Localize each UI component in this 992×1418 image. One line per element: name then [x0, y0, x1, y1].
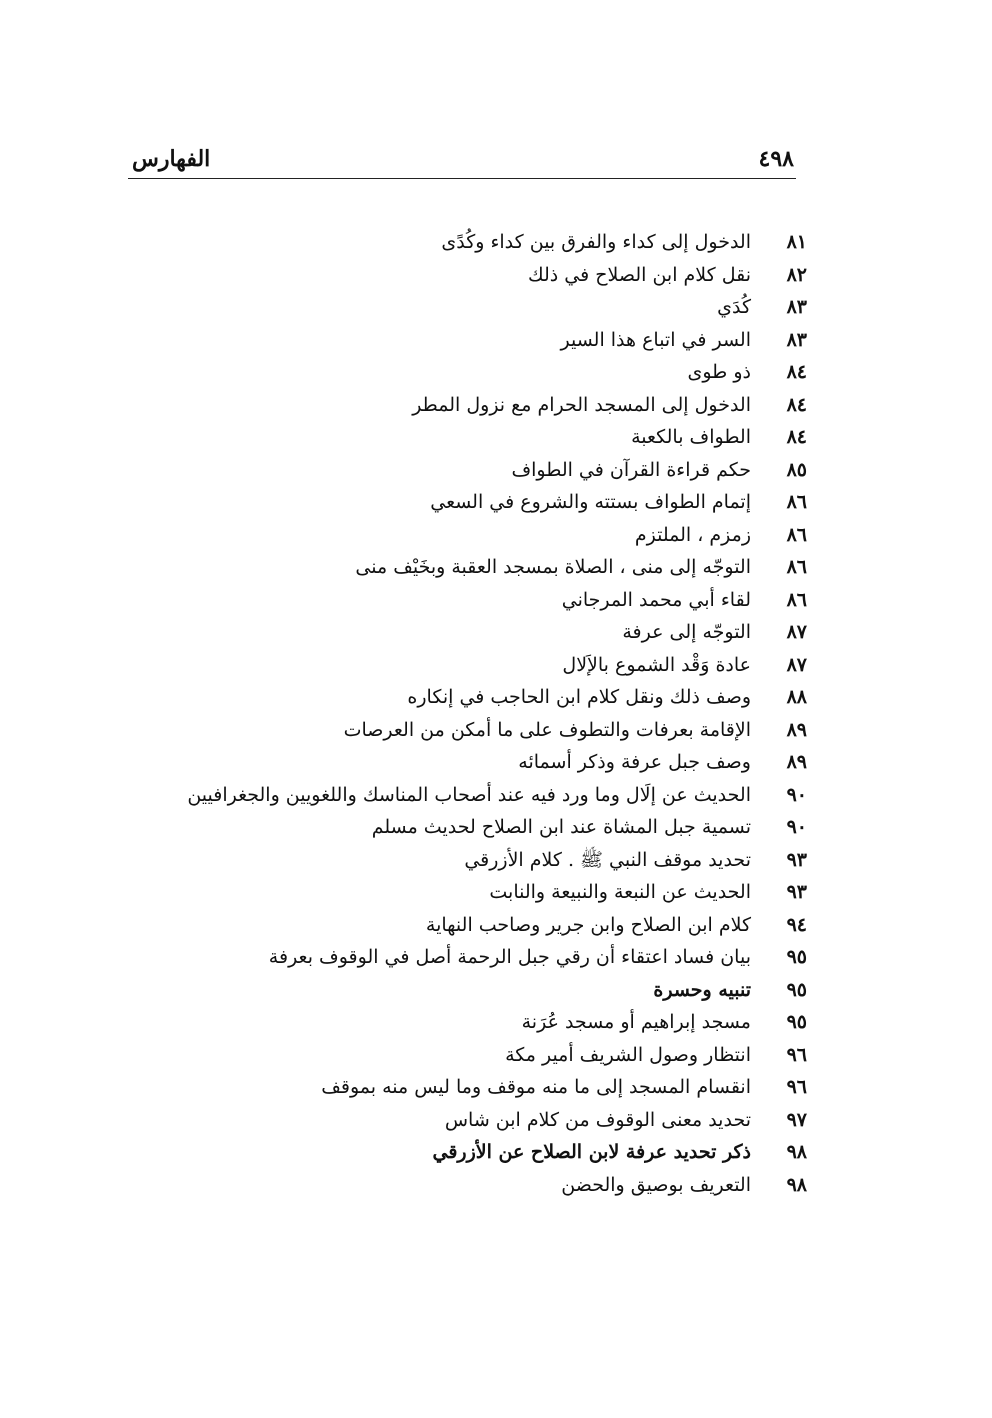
- entry-page-number: ٨٤: [786, 361, 807, 383]
- index-entry: [187, 1169, 807, 1202]
- entry-page-number: ٩٨: [786, 1141, 807, 1163]
- entry-title: مسجد إبراهيم أو مسجد عُرَنة: [521, 1011, 751, 1033]
- entry-title: كلام ابن الصلاح وابن جرير وصاحب النهاية: [425, 913, 751, 936]
- entry-page-number: ٨٦: [786, 491, 807, 513]
- entry-page-number: ٨٧: [786, 653, 807, 676]
- entry-page-number: ٩٣: [786, 848, 807, 871]
- entry-page-number: ٩٠: [786, 783, 807, 806]
- index-entry: [187, 779, 807, 812]
- entry-page-number: ٨١: [786, 231, 807, 253]
- page-number: ٤٩٨: [758, 146, 794, 172]
- entry-title: تسمية جبل المشاة عند ابن الصلاح لحديث مسلم: [371, 816, 751, 838]
- index-entry: [187, 616, 807, 649]
- entry-title: كُدَي: [717, 296, 751, 318]
- entry-title: حكم قراءة القرآن في الطواف: [511, 458, 751, 481]
- entry-title: بيان فساد اعتقاء أن رقي جبل الرحمة أصل في الوقوف بعرفة: [268, 946, 751, 968]
- entry-title: الإقامة بعرفات والتطوف على ما أمكن من العرصات: [343, 718, 751, 741]
- index-entry: [187, 1104, 807, 1137]
- index-entry: [187, 1136, 807, 1169]
- entry-title: وصف جبل عرفة وذكر أسمائه: [518, 751, 751, 773]
- entry-page-number: ٨٦: [786, 523, 807, 546]
- index-entry: [187, 259, 807, 292]
- entry-page-number: ٨٦: [786, 588, 807, 611]
- index-entry: [187, 389, 807, 422]
- index-entry: [187, 974, 807, 1007]
- entry-title: عادة وَقْد الشموع بالإَلال: [562, 653, 751, 676]
- entry-title: الدخول إلى كداء والفرق بين كداء وكُدًى: [441, 231, 751, 253]
- entry-page-number: ٩٦: [786, 1076, 807, 1098]
- index-entry: [187, 226, 807, 259]
- index-entry: [187, 486, 807, 519]
- entry-page-number: ٨٨: [786, 686, 807, 708]
- entry-page-number: ٩٣: [786, 881, 807, 903]
- index-entry: [187, 454, 807, 487]
- entry-title: وصف ذلك ونقل كلام ابن الحاجب في إنكاره: [407, 686, 751, 708]
- entry-page-number: ٨٣: [786, 296, 807, 318]
- entry-page-number: ٨٦: [786, 556, 807, 578]
- entry-title: الحديث عن إلَال وما ورد فيه عند أصحاب المناسك واللغويين والجغرافيين: [187, 783, 751, 806]
- entry-page-number: ٨٥: [786, 458, 807, 481]
- index-entry: [187, 291, 807, 324]
- entry-title: الدخول إلى المسجد الحرام مع نزول المطر: [412, 393, 751, 416]
- index-list: [187, 226, 807, 1201]
- header-divider: [128, 178, 796, 179]
- entry-page-number: ٩٠: [786, 816, 807, 838]
- entry-page-number: ٨٤: [786, 393, 807, 416]
- index-entry: [187, 324, 807, 357]
- entry-title: الطواف بالكعبة: [631, 426, 751, 448]
- entry-page-number: ٨٩: [786, 718, 807, 741]
- entry-title: السر في اتباع هذا السير: [560, 328, 751, 351]
- index-entry: [187, 519, 807, 552]
- index-entry: [187, 1006, 807, 1039]
- entry-title: تحديد معنى الوقوف من كلام ابن شاس: [444, 1108, 751, 1131]
- entry-page-number: ٨٧: [786, 621, 807, 643]
- entry-page-number: ٩٥: [786, 978, 807, 1001]
- entry-title: التوجّه إلى عرفة: [622, 621, 751, 643]
- page-header: [128, 140, 796, 180]
- entry-title: انقسام المسجد إلى ما منه موقف وما ليس منه بموقف: [321, 1076, 751, 1098]
- entry-page-number: ٩٨: [786, 1173, 807, 1196]
- entry-title: لقاء أبي محمد المرجاني: [561, 588, 751, 611]
- index-entry: [187, 1039, 807, 1072]
- entry-title: تنبيه وحسرة: [653, 978, 751, 1001]
- index-entry: [187, 876, 807, 909]
- index-entry: [187, 551, 807, 584]
- index-entry: [187, 844, 807, 877]
- entry-title: إتمام الطواف بستته والشروع في السعي: [430, 491, 751, 513]
- entry-title: زمزم ، الملتزم: [634, 523, 751, 546]
- entry-page-number: ٨٩: [786, 751, 807, 773]
- entry-title: نقل كلام ابن الصلاح في ذلك: [528, 263, 751, 286]
- entry-title: التعريف بوصيق والحضن: [561, 1173, 751, 1196]
- index-entry: [187, 746, 807, 779]
- entry-title: تحديد موقف النبي ﷺ . كلام الأزرقي: [464, 848, 751, 871]
- entry-page-number: ٩٤: [786, 913, 807, 936]
- entry-page-number: ٩٥: [786, 1011, 807, 1033]
- entry-page-number: ٩٧: [786, 1108, 807, 1131]
- index-entry: [187, 681, 807, 714]
- entry-title: ذو طوى: [687, 361, 751, 383]
- entry-page-number: ٨٤: [786, 426, 807, 448]
- index-entry: [187, 811, 807, 844]
- index-entry: [187, 941, 807, 974]
- entry-page-number: ٨٣: [786, 328, 807, 351]
- entry-page-number: ٨٢: [786, 263, 807, 286]
- entry-title: الحديث عن النبعة والنبيعة والنابت: [489, 881, 751, 903]
- entry-page-number: ٩٦: [786, 1043, 807, 1066]
- entry-page-number: ٩٥: [786, 946, 807, 968]
- entry-title: ذكر تحديد عرفة لابن الصلاح عن الأزرقي: [432, 1141, 751, 1163]
- index-entry: [187, 714, 807, 747]
- index-entry: [187, 584, 807, 617]
- entry-title: انتظار وصول الشريف أمير مكة: [505, 1043, 751, 1066]
- entry-title: التوجّه إلى منى ، الصلاة بمسجد العقبة وبخَيْف منى: [355, 556, 751, 578]
- running-title: الفهارس: [132, 146, 211, 172]
- index-entry: [187, 909, 807, 942]
- index-entry: [187, 356, 807, 389]
- index-entry: [187, 1071, 807, 1104]
- index-entry: [187, 421, 807, 454]
- index-entry: [187, 649, 807, 682]
